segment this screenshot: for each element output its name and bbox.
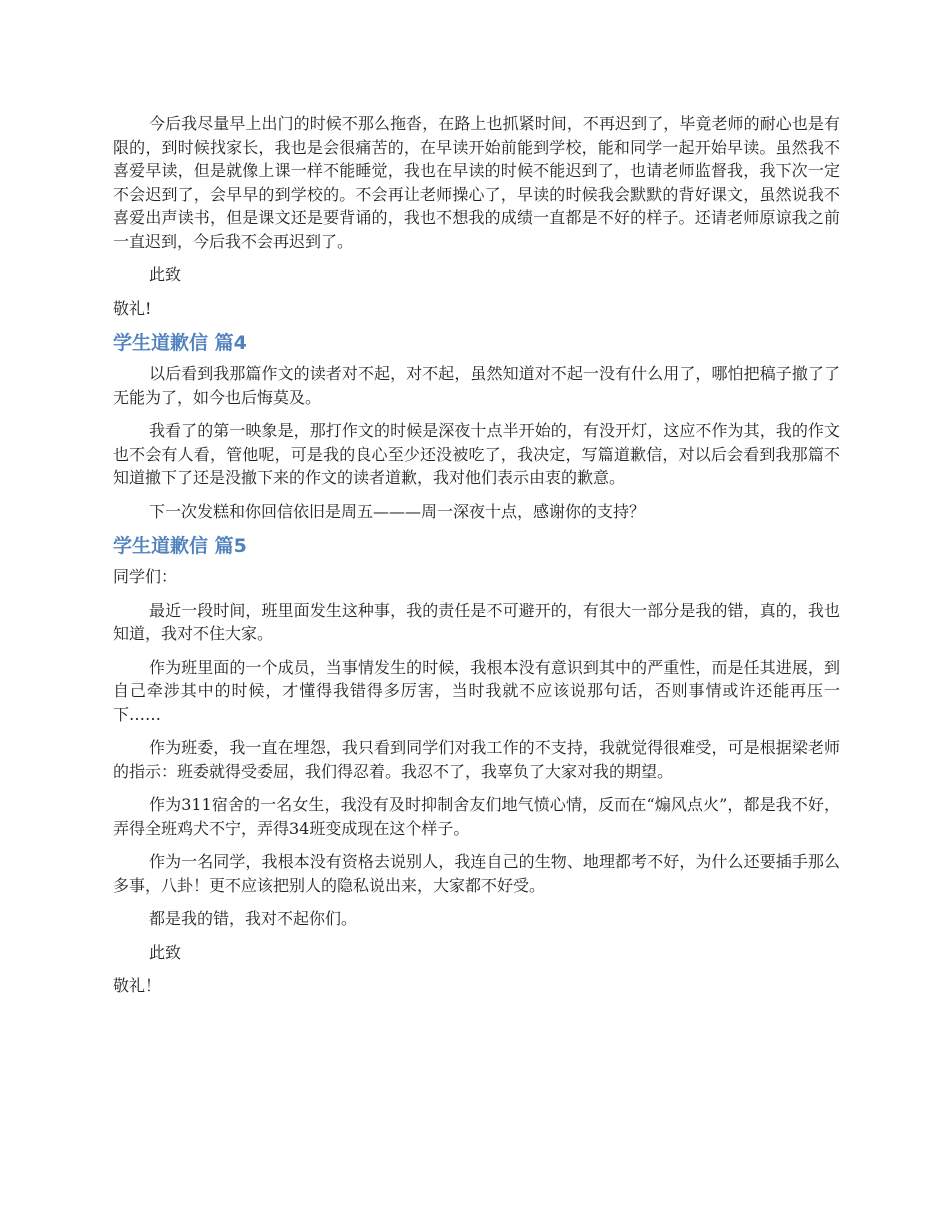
section-heading: 学生道歉信 篇4 xyxy=(113,332,247,354)
paragraph: 今后我尽量早上出门的时候不那么拖沓，在路上也抓紧时间，不再迟到了，毕竟老师的耐心也是有限的，到时候找家长，我也是会很痛苦的，在早读开始前能到学校，能和同学一起开始早读。虽然我不喜爱早读，但是就像上课一样不能睡觉，我也在早读的时候不能迟到了，也请老师监督我，我下次一定不会迟到了，会早早的到学校的。不会再让老师操心了，早读的时候我会默默的背好课文，虽然说我不喜爱出声读书，但是课文还是要背诵的，我也不想我的成绩一直都是不好的样子。还请老师原谅我之前一直迟到，今后我不会再迟到了。 xyxy=(113,114,840,251)
paragraph: 我看了的第一映象是，那打作文的时候是深夜十点半开始的，有没开灯，这应不作为其，我的作文也不会有人看，管他呢，可是我的良心至少还没被吃了，我决定，写篇道歉信，对以后会看到我那篇不知道撤下了还是没撤下来的作文的读者道歉，我对他们表示由衷的歉意。 xyxy=(113,421,840,487)
closing-phrase: 此致 xyxy=(149,265,182,284)
paragraph: 作为班里面的一个成员，当事情发生的时候，我根本没有意识到其中的严重性，而是任其进展，到自己牵涉其中的时候，才懂得我错得多厉害，当时我就不应该说那句话，否则事情或许还能再压一下…… xyxy=(113,657,840,724)
paragraph: 作为班委，我一直在埋怨，我只看到同学们对我工作的不支持，我就觉得很难受，可是根据梁老师的指示：班委就得受委屈，我们得忍着。我忍不了，我辜负了大家对我的期望。 xyxy=(113,738,840,781)
paragraph: 作为311宿舍的一名女生，我没有及时抑制舍友们地气愤心情，反而在“煽风点火”，都是我不好，弄得全班鸡犬不宁，弄得34班变成现在这个样子。 xyxy=(113,795,840,838)
salutation: 同学们： xyxy=(113,567,178,586)
paragraph: 最近一段时间，班里面发生这种事，我的责任是不可避开的，有很大一部分是我的错，真的，我也知道，我对不住大家。 xyxy=(113,600,840,643)
closing-salute: 敬礼！ xyxy=(113,976,162,995)
document-page xyxy=(113,112,840,1008)
section-heading: 学生道歉信 篇5 xyxy=(113,535,247,557)
paragraph: 以后看到我那篇作文的读者对不起，对不起，虽然知道对不起一没有什么用了，哪怕把稿子撤了了无能为了，如今也后悔莫及。 xyxy=(113,364,840,407)
paragraph: 下一次发糕和你回信依旧是周五———周一深夜十点，感谢你的支持？ xyxy=(149,501,646,521)
closing-phrase: 此致 xyxy=(149,942,182,962)
paragraph: 作为一名同学，我根本没有资格去说别人，我连自己的生物、地理都考不好，为什么还要插手那么多事，八卦！更不应该把别人的隐私说出来，大家都不好受。 xyxy=(113,852,840,895)
closing-salute: 敬礼! xyxy=(113,298,152,318)
paragraph: 都是我的错，我对不起你们。 xyxy=(149,909,358,928)
